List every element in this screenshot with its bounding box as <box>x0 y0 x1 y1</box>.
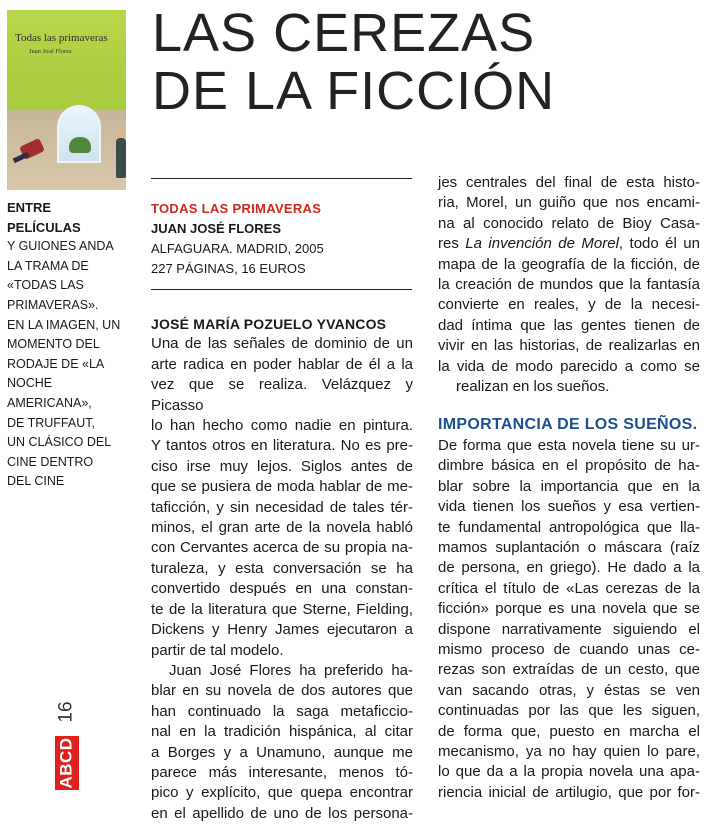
body-line: mismo proceso de cuando unas ce- <box>438 640 700 658</box>
text-fragment: , todo él un <box>618 235 700 253</box>
page-number: 16 <box>55 701 77 723</box>
caption-bold-line: PELÍCULAS <box>7 219 81 235</box>
body-line: blar en su novela de dos autores que <box>151 682 413 700</box>
body-line: de persona, en griego). He dado a la <box>438 559 700 577</box>
page-folio <box>55 690 79 790</box>
caption-line: NOCHE <box>7 376 53 391</box>
caption-line: RODAJE DE «LA <box>7 356 105 371</box>
body-line: la creación de mundos que la fantasía <box>438 276 700 294</box>
body-line-with-italic <box>438 234 700 254</box>
body-line: Una de las señales de dominio de un <box>151 335 413 353</box>
caption-line: AMERICANA», <box>7 395 92 410</box>
headline-line-1: LAS CEREZAS <box>152 3 536 63</box>
cover-author: Juan José Flores <box>29 48 72 55</box>
body-line: la vida de modo parecido a como se <box>438 357 700 375</box>
body-line: lo que da a la propia novela una apa- <box>438 763 700 781</box>
body-line: vivir en las historias, de realizarlas en <box>438 337 700 355</box>
body-line: rezas son extraídas de un cesto, que <box>438 661 700 679</box>
cover-man-legs <box>13 152 30 163</box>
body-line: minos, el gran arte de la novela habló <box>151 519 413 537</box>
book-publisher: ALFAGUARA. MADRID, 2005 <box>151 241 324 256</box>
headline-line-2: DE LA FICCIÓN <box>152 61 556 121</box>
body-line: que se pusiera de moda hablar de me- <box>151 478 413 496</box>
body-line: De forma que esta novela tiene su ur- <box>438 436 700 454</box>
byline: JOSÉ MARÍA POZUELO YVANCOS <box>151 316 387 332</box>
body-line: convertido después en una constan- <box>151 580 413 598</box>
body-line: con Cervantes acerca de su propia na- <box>151 539 413 557</box>
body-line: pico y explícito, que quepa encontrar <box>151 784 413 802</box>
body-line: mamos suplantación o máscara (raíz <box>438 538 700 556</box>
book-author: JUAN JOSÉ FLORES <box>151 221 282 236</box>
text-fragment: res <box>438 235 466 253</box>
body-line: de forma que, puesto en marcha el <box>438 722 700 740</box>
caption-line: LA TRAMA DE <box>7 258 89 273</box>
body-line: te de la literatura que Sterne, Fielding, <box>151 600 413 618</box>
body-line: riencia inicial de artilugio, que por for- <box>438 783 700 801</box>
body-line: dad íntima que las gentes tienen de <box>438 316 700 334</box>
body-line: en el apellido de uno de los persona- <box>151 804 413 822</box>
photo-caption <box>7 198 127 492</box>
book-info <box>151 199 413 279</box>
caption-line: Y GUIONES ANDA <box>7 239 114 254</box>
body-line: taficción, y sin necesidad de tales tér- <box>151 498 413 516</box>
caption-line: UN CLÁSICO DEL <box>7 435 112 450</box>
body-line: convierte en reales, y de la necesi- <box>438 296 700 314</box>
body-line: mecanismo, ya no hay quien lo pare, <box>438 742 700 760</box>
body-line: crítica el título de «Las cerezas de la <box>438 579 700 597</box>
caption-bold-line: ENTRE <box>7 200 52 215</box>
abcd-logo: ABCD <box>55 736 79 790</box>
italic-book-title: La invención de Morel <box>465 235 619 253</box>
body-line: ficción» porque es una novela que se <box>438 600 700 618</box>
caption-line: MOMENTO DEL <box>7 337 100 352</box>
caption-line: DE TRUFFAUT, <box>7 415 95 430</box>
subheading: IMPORTANCIA DE LOS SUEÑOS. <box>438 416 698 434</box>
body-line: blar sobre la importancia que en la <box>438 477 700 495</box>
article-column-middle <box>151 314 413 824</box>
book-details: 227 PÁGINAS, 16 EUROS <box>151 261 306 276</box>
body-line: ciso irse muy lejos. Siglos antes de <box>151 457 413 475</box>
body-line: Dickens y Henry James ejecutaron a <box>151 621 413 639</box>
cover-woman-head <box>117 130 125 138</box>
cover-tree-illustration <box>69 137 91 153</box>
body-line: continuadas por las que les siguen, <box>438 702 700 720</box>
body-line: jes centrales del final de esta histo- <box>438 174 700 191</box>
info-top-rule <box>151 178 412 179</box>
cover-window-illustration <box>57 105 101 163</box>
body-line: lo han hecho como nadie en pintura. <box>151 417 413 435</box>
article-headline <box>152 4 708 120</box>
book-cover-image <box>7 10 126 190</box>
body-line: vida tienen los sueños y esa vertien- <box>438 498 700 516</box>
info-bottom-rule <box>151 289 412 290</box>
caption-line: «TODAS LAS <box>7 278 84 293</box>
body-line: te fundamental antropológica que lla- <box>438 518 700 536</box>
body-line: Juan José Flores ha preferido ha- <box>169 661 413 679</box>
body-line: arte radica en poder hablar de él a la <box>151 355 413 373</box>
body-line: turaleza, y esta conversación se ha <box>151 559 413 577</box>
cover-woman-figure <box>116 138 126 178</box>
body-line: partir de tal modelo. <box>151 641 284 659</box>
caption-line: PRIMAVERAS». <box>7 297 99 312</box>
body-line: Y tantos otros en literatura. No es pre- <box>151 437 413 455</box>
body-line: han continuado la saga metaficcio- <box>151 702 413 720</box>
body-line: parece más interesante, menos tó- <box>151 763 413 781</box>
body-line: na al conocido relato de Bioy Casa- <box>438 214 700 232</box>
body-line: a Borges y a Unamuno, aunque me <box>151 743 413 761</box>
caption-line: CINE DENTRO <box>7 454 94 469</box>
body-line: vez que se realiza. Velázquez y Picasso <box>151 376 413 414</box>
caption-line: EN LA IMAGEN, UN <box>7 317 121 332</box>
body-line: dimbre básica en el propósito de ha- <box>438 457 700 475</box>
body-line: mapa de la geografía de la ficción, de <box>438 255 700 273</box>
cover-title: Todas las primaveras <box>15 32 108 44</box>
book-title: TODAS LAS PRIMAVERAS <box>151 201 322 216</box>
caption-line: DEL CINE <box>7 474 65 489</box>
body-line: nal en la tradición hispánica, al citar <box>151 723 413 741</box>
body-line: ria, Morel, un guiño que nos encami- <box>438 194 700 212</box>
article-column-right <box>438 173 700 803</box>
body-line: dispone narrativamente siguiendo el <box>438 620 700 638</box>
body-line: van sacando otras, y éstas se ven <box>438 681 700 699</box>
body-line: realizan en los sueños. <box>456 378 610 396</box>
